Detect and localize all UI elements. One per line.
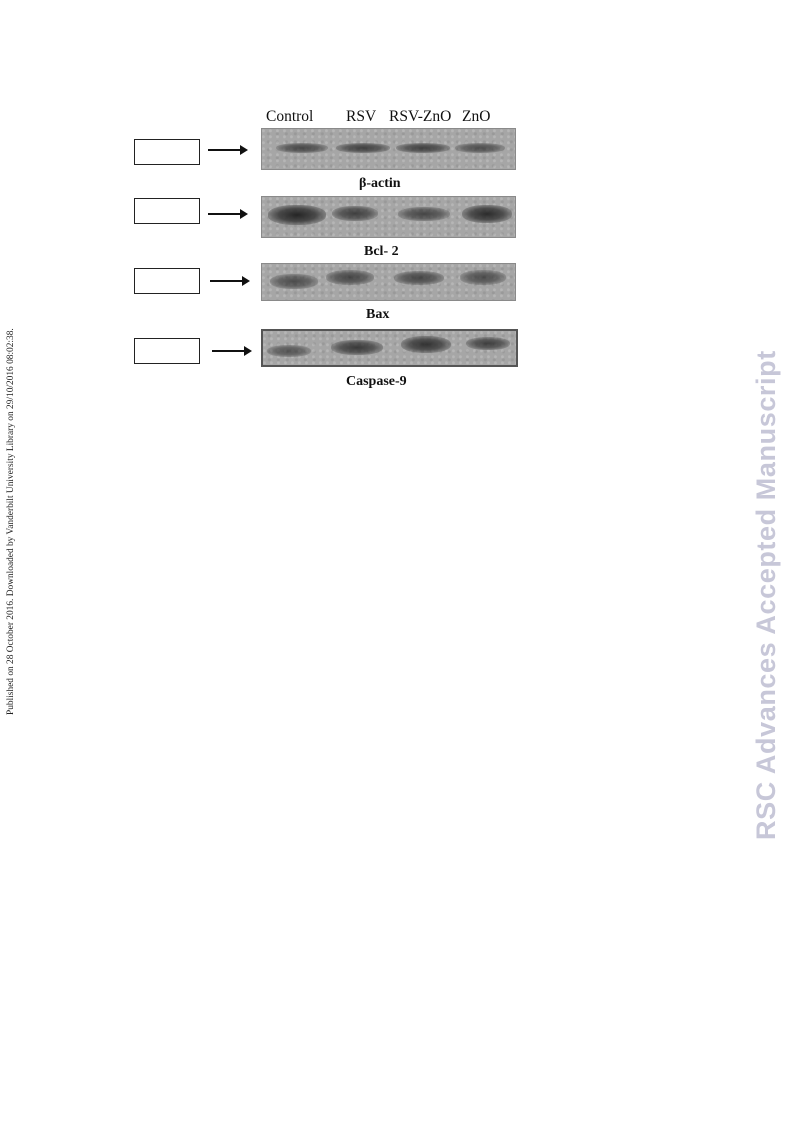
marker-box [134,268,200,294]
lane-header-control: Control [266,108,314,125]
lane-header-zno: ZnO [462,108,491,125]
arrow-icon [208,209,248,219]
marker-box [134,139,200,165]
blot-band [270,274,318,289]
arrow-icon [208,145,248,155]
lane-header-rsv-zno: RSV-ZnO [389,108,452,125]
marker-box [134,338,200,364]
blot-label-beta-actin: β-actin [359,176,401,191]
blot-band [331,340,383,355]
blot-label-bcl-2: Bcl- 2 [364,244,399,259]
blot-band [267,345,311,357]
blot-label-caspase-9: Caspase-9 [346,374,407,389]
blot-band [396,143,450,153]
blot-strip [261,196,516,238]
blot-band [276,143,328,153]
lane-header-rsv: RSV [346,108,377,125]
blot-strip [261,263,516,301]
blot-band [326,270,374,285]
blot-band [460,270,506,285]
blot-band [394,271,444,285]
journal-watermark: RSC Advances Accepted Manuscript [751,350,781,840]
arrow-icon [210,276,250,286]
download-notice: Published on 28 October 2016. Downloaded by Vanderbilt University Library on 29/10/2016 08:02:38. [6,328,16,715]
blot-band [398,207,450,221]
blot-band [466,337,510,350]
blot-band [268,205,326,225]
blot-band [455,143,505,153]
blot-band [332,206,378,221]
blot-band [336,143,390,153]
marker-box [134,198,200,224]
blot-band [401,336,451,353]
blot-band [462,205,512,223]
arrow-icon [212,346,252,356]
blot-label-bax: Bax [366,307,390,322]
blot-strip [261,128,516,170]
blot-strip [261,329,518,367]
